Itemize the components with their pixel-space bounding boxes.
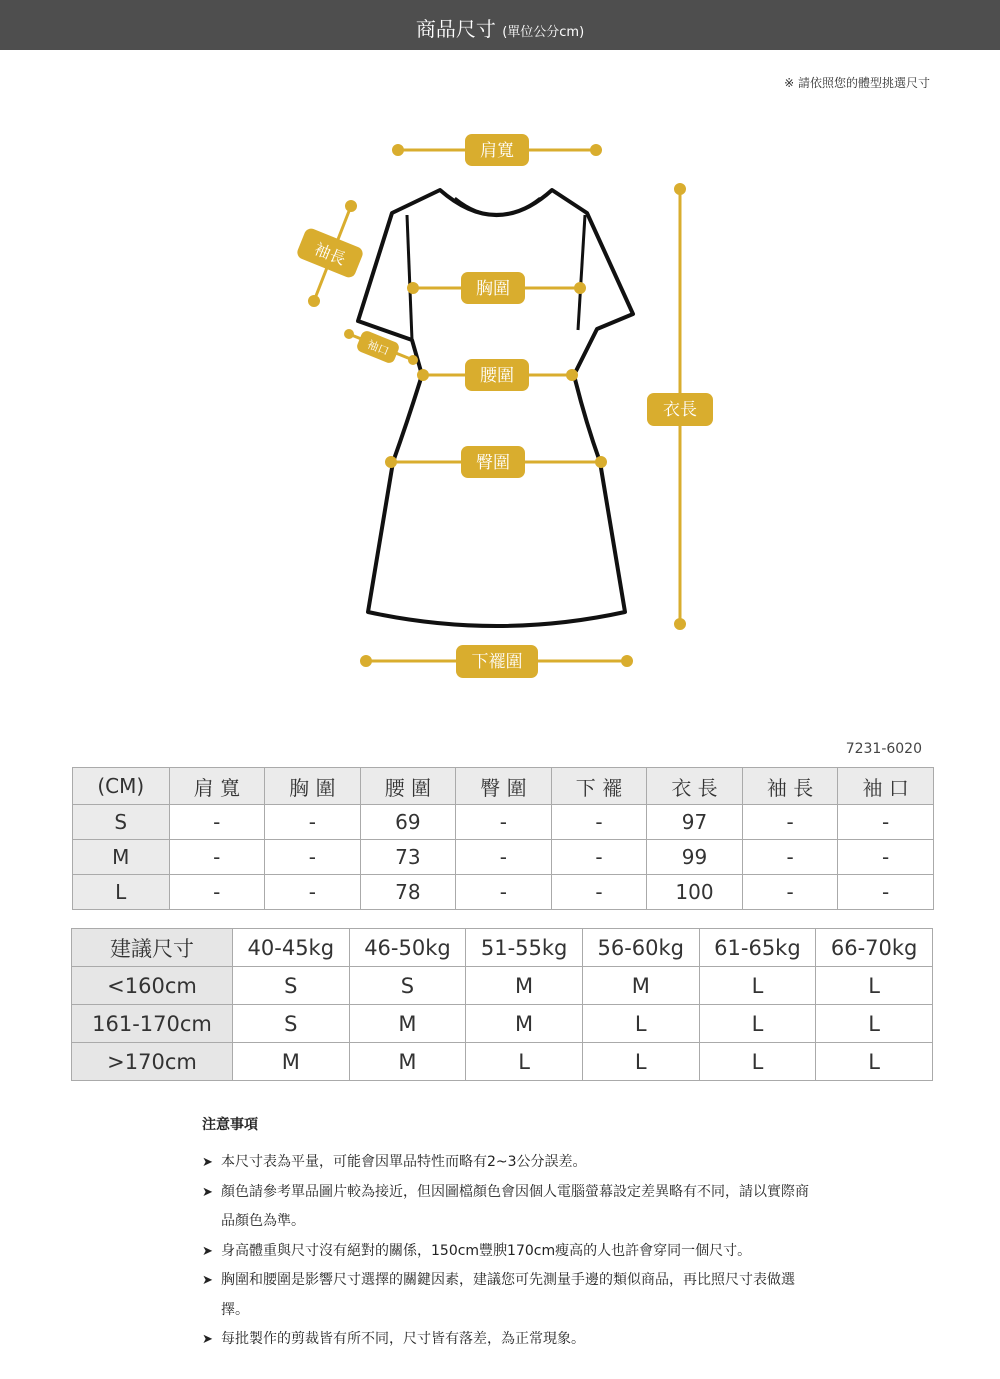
recommend-size-table [71,928,933,1081]
size-table-header: 肩 寬 [169,768,265,805]
table-cell: <160cm [72,967,233,1005]
arrow-bullet-icon: ➤ [202,1332,213,1347]
table-cell: L [816,1005,933,1043]
list-item [202,1325,822,1355]
table-cell: >170cm [72,1043,233,1081]
table-cell: L [73,875,170,910]
table-cell: - [838,840,934,875]
shoulder-label: 肩寬 [480,141,514,161]
notes-title: 注意事項 [202,1117,258,1133]
table-cell: - [456,805,552,840]
table-cell: S [232,1005,349,1043]
table-cell: L [699,967,816,1005]
table-cell: M [349,1005,466,1043]
table-cell: M [232,1043,349,1081]
table-cell: - [265,875,361,910]
dress-outline [358,190,633,626]
table-cell: 100 [647,875,743,910]
table-row [72,967,933,1005]
recommend-table-header: 51-55kg [466,929,583,967]
table-cell: - [169,840,265,875]
table-cell: L [466,1043,583,1081]
table-row [72,1043,933,1081]
list-item [202,1178,822,1237]
table-row [73,875,934,910]
table-cell: S [73,805,170,840]
table-cell: 73 [360,840,456,875]
table-cell: M [466,967,583,1005]
recommend-table-header: 建議尺寸 [72,929,233,967]
table-cell: L [582,1005,699,1043]
table-cell: - [551,840,647,875]
recommend-table-header: 66-70kg [816,929,933,967]
size-table [72,767,934,910]
size-table-header: 臀 圍 [456,768,552,805]
recommend-table-header: 40-45kg [232,929,349,967]
table-cell: - [742,805,838,840]
table-cell: 161-170cm [72,1005,233,1043]
sleeve-length-label: 袖長 [311,239,349,269]
table-cell: - [169,875,265,910]
list-item [202,1266,822,1325]
table-cell: M [73,840,170,875]
product-code: 7231-6020 [845,741,922,757]
table-cell: L [582,1043,699,1081]
hip-label: 臀圍 [476,453,510,473]
table-row [73,805,934,840]
size-table-header-row [73,768,934,805]
hem-label: 下襬圍 [471,652,523,672]
recommend-table-header: 46-50kg [349,929,466,967]
note-text: 顏色請參考單品圖片較為接近，但因圖檔顏色會因個人電腦螢幕設定差異略有不同，請以實際商品顏色為準。 [221,1183,809,1229]
size-table-header: 腰 圍 [360,768,456,805]
table-cell: M [466,1005,583,1043]
length-label: 衣長 [663,400,697,420]
table-cell: - [742,875,838,910]
size-table-header: (CM) [73,768,170,805]
table-cell: S [349,967,466,1005]
size-table-header: 胸 圍 [265,768,361,805]
notes-section [202,1114,822,1355]
table-cell: - [742,840,838,875]
table-cell: M [349,1043,466,1081]
size-table-header: 袖 口 [838,768,934,805]
arrow-bullet-icon: ➤ [202,1184,213,1200]
arrow-bullet-icon: ➤ [202,1243,213,1259]
table-cell: - [265,840,361,875]
arrow-bullet-icon: ➤ [202,1273,213,1288]
dress-measurement-diagram [0,120,1000,680]
recommend-table-header: 61-65kg [699,929,816,967]
notes-list [202,1148,822,1355]
table-cell: - [456,875,552,910]
recommend-table-header-row [72,929,933,967]
cuff-label: 袖口 [365,337,391,359]
table-cell: L [816,1043,933,1081]
table-cell: L [699,1043,816,1081]
chest-label: 胸圍 [476,279,510,299]
table-cell: - [838,875,934,910]
table-cell: 97 [647,805,743,840]
table-cell: 99 [647,840,743,875]
table-cell: - [838,805,934,840]
table-cell: L [816,967,933,1005]
size-table-header: 袖 長 [742,768,838,805]
table-cell: - [265,805,361,840]
page-title: 商品尺寸 [415,17,496,41]
arrow-bullet-icon: ➤ [202,1155,213,1170]
size-advice-note: ※ 請依照您的體型挑選尺寸 [784,76,930,90]
list-item [202,1148,822,1178]
header-bar [0,0,1000,50]
table-cell: S [232,967,349,1005]
table-cell: - [456,840,552,875]
table-cell: 78 [360,875,456,910]
unit-label: (單位公分cm) [502,25,585,40]
table-cell: - [551,805,647,840]
table-row [72,1005,933,1043]
note-text: 每批製作的剪裁皆有所不同，尺寸皆有落差，為正常現象。 [221,1331,585,1347]
table-row [73,840,934,875]
table-cell: 69 [360,805,456,840]
table-cell: L [699,1005,816,1043]
recommend-table-header: 56-60kg [582,929,699,967]
table-cell: M [582,967,699,1005]
size-table-header: 下 襬 [551,768,647,805]
note-text: 身高體重與尺寸沒有絕對的關係，150cm豐腴170cm瘦高的人也許會穿同一個尺寸。 [221,1242,752,1259]
waist-label: 腰圍 [480,366,514,386]
table-cell: - [169,805,265,840]
note-text: 本尺寸表為平量，可能會因單品特性而略有2~3公分誤差。 [221,1154,587,1170]
table-cell: - [551,875,647,910]
list-item [202,1237,822,1267]
note-text: 胸圍和腰圍是影響尺寸選擇的關鍵因素，建議您可先測量手邊的類似商品，再比照尺寸表做選擇。 [221,1272,795,1318]
size-table-header: 衣 長 [647,768,743,805]
